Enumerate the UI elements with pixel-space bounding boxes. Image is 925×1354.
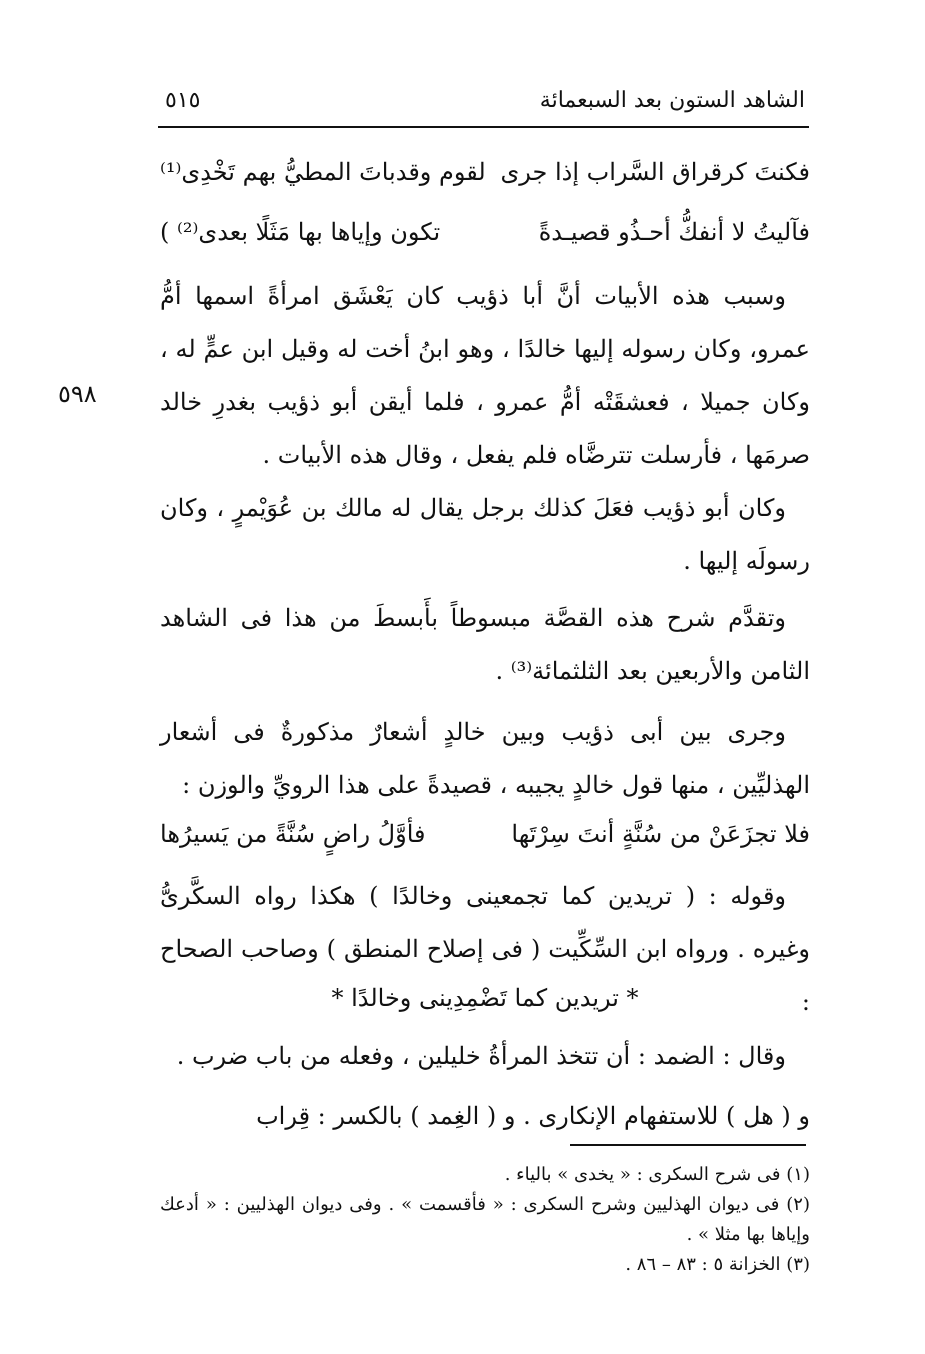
verse-3 xyxy=(160,820,810,848)
paragraph-malik: وكان أبو ذؤيب فعَلَ كذلك برجل يقال له مالك بن عُوَيْمرٍ ، وكان رسولَه إليها . xyxy=(160,494,810,575)
verse-2-first-hemistich: فآليتُ لا أنفكُّ أحـذُو قصيـدةً xyxy=(538,218,810,246)
verse-3-first-hemistich: فلا تجزَعَنْ من سُنَّةٍ أنتَ سِرْتَها xyxy=(511,820,810,848)
verse-2 xyxy=(160,218,810,246)
footnote-1: (١) فى شرح السكرى : « يخدى » بالياء . xyxy=(504,1164,810,1185)
footnotes xyxy=(160,1160,810,1280)
page-number: ٥١٥ xyxy=(165,88,201,113)
running-header-title: الشاهد الستون بعد السبعمائة xyxy=(539,88,805,113)
paragraph-poems: وجرى بين أبى ذؤيب وبين خالدٍ أشعارٌ مذكورةٌ فى أشعار الهذليِّين ، منها قول خالدٍ يجيبه ، قصيدةً على هذا الرويِّ والوزن : xyxy=(160,718,810,799)
paragraph-reason: وسبب هذه الأبيات أنَّ أبا ذؤيب كان يَعْشَق امرأةً اسمها أمُّ عمرو، وكان رسوله إليها خالدًا ، وهو ابنُ أخت له وقيل ابن عمٍّ له ، وكان جميلا ، فعشقَتْه أمُّ عمرو ، فلما أيقن أبو ذؤيب بغدرِ خالد صرمَها ، فأرسلت تترضَّاه فلم يفعل ، وقال هذه الأبيات . xyxy=(160,282,810,469)
margin-reference-number: ٥٩٨ xyxy=(58,380,97,408)
paragraph-dhamd-definition: وقال : الضمد : أن تتخذ المرأةُ خليلين ، وفعله من باب ضرب . xyxy=(176,1042,786,1070)
verse-1 xyxy=(160,158,810,186)
footnote-rule xyxy=(570,1144,806,1146)
verse-2-second-hemistich: تكون وإياها بها مَثَلًا بعدى⁽²⁾ ) xyxy=(160,218,441,246)
header-rule xyxy=(158,126,809,128)
quoted-hemistich: * تريدين كما تَضْمِدِينى وخالدًا * xyxy=(331,984,639,1012)
footnote-2: (٢) فى ديوان الهذليين وشرح السكرى : « فأقسمت » . وفى ديوان الهذليين : « أدعك وإياها بها مثلا » . xyxy=(160,1194,810,1245)
paragraph-variant-reading: وقوله : ( تريدين كما تجمعينى وخالدًا ) هكذا رواه السكَّرىُّ وغيره . ورواه ابن السِّكِّيت ( فى إصلاح المنطق ) وصاحب الصحاح : xyxy=(160,882,810,1016)
paragraph-story-reference: وتقدَّم شرح هذه القصَّة مبسوطاً بأَبسطَ من هذا فى الشاهد الثامن والأربعين بعد الثلثمائة⁽³⁾ . xyxy=(160,604,810,685)
paragraph-hal-ghimd: و ( هل ) للاستفهام الإنكارى . و ( الغِمد ) بالكسر : قِراب xyxy=(256,1102,810,1130)
verse-3-second-hemistich: فأوَّلُ راضٍ سُنَّةً من يَسيرُها xyxy=(160,820,426,848)
footnote-3: (٣) الخزانة ٥ : ٨٣ – ٨٦ . xyxy=(625,1254,810,1275)
verse-1-first-hemistich: فكنتَ كرقراق السَّراب إذا جرى xyxy=(500,158,810,186)
verse-1-second-hemistich: لقوم وقدباتَ المطيُّ بهم تَخْدِى⁽¹⁾ xyxy=(160,158,486,186)
